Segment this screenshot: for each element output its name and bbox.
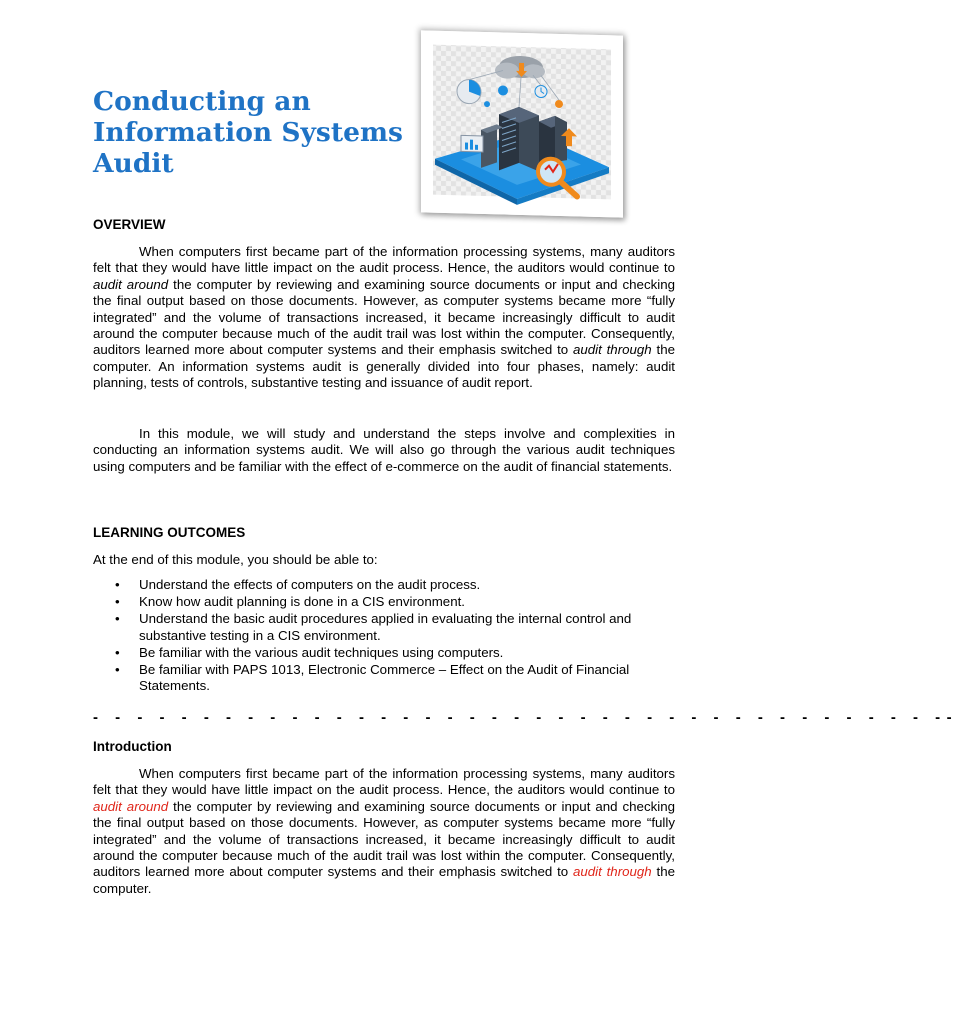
learning-outcomes-list: [93, 577, 675, 695]
server-audit-illustration-icon: [421, 30, 623, 217]
overview-heading: OVERVIEW: [93, 217, 166, 232]
list-item: [93, 645, 675, 662]
list-item: [93, 577, 675, 594]
bullet-icon: •: [115, 593, 120, 609]
bullet-icon: •: [115, 577, 120, 592]
introduction-paragraph-1: [93, 766, 675, 897]
intro-p1-text-b: the computer by reviewing and examining source documents or input and checking the final output based on those documents. However, as computer systems became more “fully integrated” and the volume of transactions increased, it became increasingly difficult to audit around the computer because much of the audit trail was lost within the computer. Consequently, auditors learned more about computer systems and their emphasis switched to: [93, 798, 675, 880]
section-divider: - - - - - - - - - - - - - - - - - - - - - - - - - - - - - - - - - - - - - - --: [93, 709, 958, 726]
list-item: [93, 662, 675, 695]
overview-paragraph-2: In this module, we will study and understand the steps involve and complexities in conducting an information systems audit. We will also go through the various audit techniques using computers and be familiar with the effect of e-commerce on the audit of financial statements.: [93, 426, 675, 474]
bullet-icon: •: [115, 610, 120, 626]
list-item: [93, 594, 675, 611]
intro-p1-emphasis-audit-around: audit around: [93, 798, 169, 814]
learning-outcomes-intro: At the end of this module, you should be able to:: [93, 552, 378, 567]
learning-outcomes-heading: LEARNING OUTCOMES: [93, 525, 246, 540]
bullet-icon: •: [115, 644, 120, 660]
overview-p1-emphasis-audit-through: audit through: [572, 342, 652, 358]
bullet-icon: •: [115, 661, 120, 677]
intro-p1-emphasis-audit-through: audit through: [572, 864, 652, 880]
overview-p1-text-b: the computer by reviewing and examining source documents or input and checking the final output based on those documents. However, as computer systems became more “fully integrated” and the volume of transactions increased, it became increasingly difficult to audit around the computer because much of the audit trail was lost within the computer. Consequently, auditors learned more about computer systems and their emphasis switched to: [93, 276, 675, 358]
list-item-text: Know how audit planning is done in a CIS environment.: [139, 593, 465, 609]
list-item-text: Be familiar with the various audit techniques using computers.: [139, 644, 504, 660]
list-item-text: Be familiar with PAPS 1013, Electronic Commerce – Effect on the Audit of Financial Statements.: [139, 661, 630, 694]
document-title: Conducting an Information Systems Audit: [93, 86, 403, 179]
intro-p1-text-c: the computer.: [93, 864, 675, 896]
list-item-text: Understand the basic audit procedures applied in evaluating the internal control and substantive testing in a CIS environment.: [139, 610, 632, 643]
list-item-text: Understand the effects of computers on the audit process.: [139, 577, 481, 592]
audit-illustration-image: [421, 30, 623, 217]
overview-p1-text-c: the computer. An information systems audit is generally divided into four phases, namely: audit planning, tests of controls, substantive testing and issuance of audit report.: [93, 342, 675, 391]
overview-paragraph-1: [93, 244, 675, 392]
overview-p1-emphasis-audit-around: audit around: [93, 276, 169, 292]
list-item: [93, 611, 675, 644]
overview-p1-text-a: When computers first became part of the information processing systems, many auditors felt that they would have little impact on the audit process. Hence, the auditors would continue to: [93, 244, 675, 276]
intro-p1-text-a: When computers first became part of the information processing systems, many auditors felt that they would have little impact on the audit process. Hence, the auditors would continue to: [93, 766, 675, 798]
introduction-heading: Introduction: [93, 739, 172, 754]
